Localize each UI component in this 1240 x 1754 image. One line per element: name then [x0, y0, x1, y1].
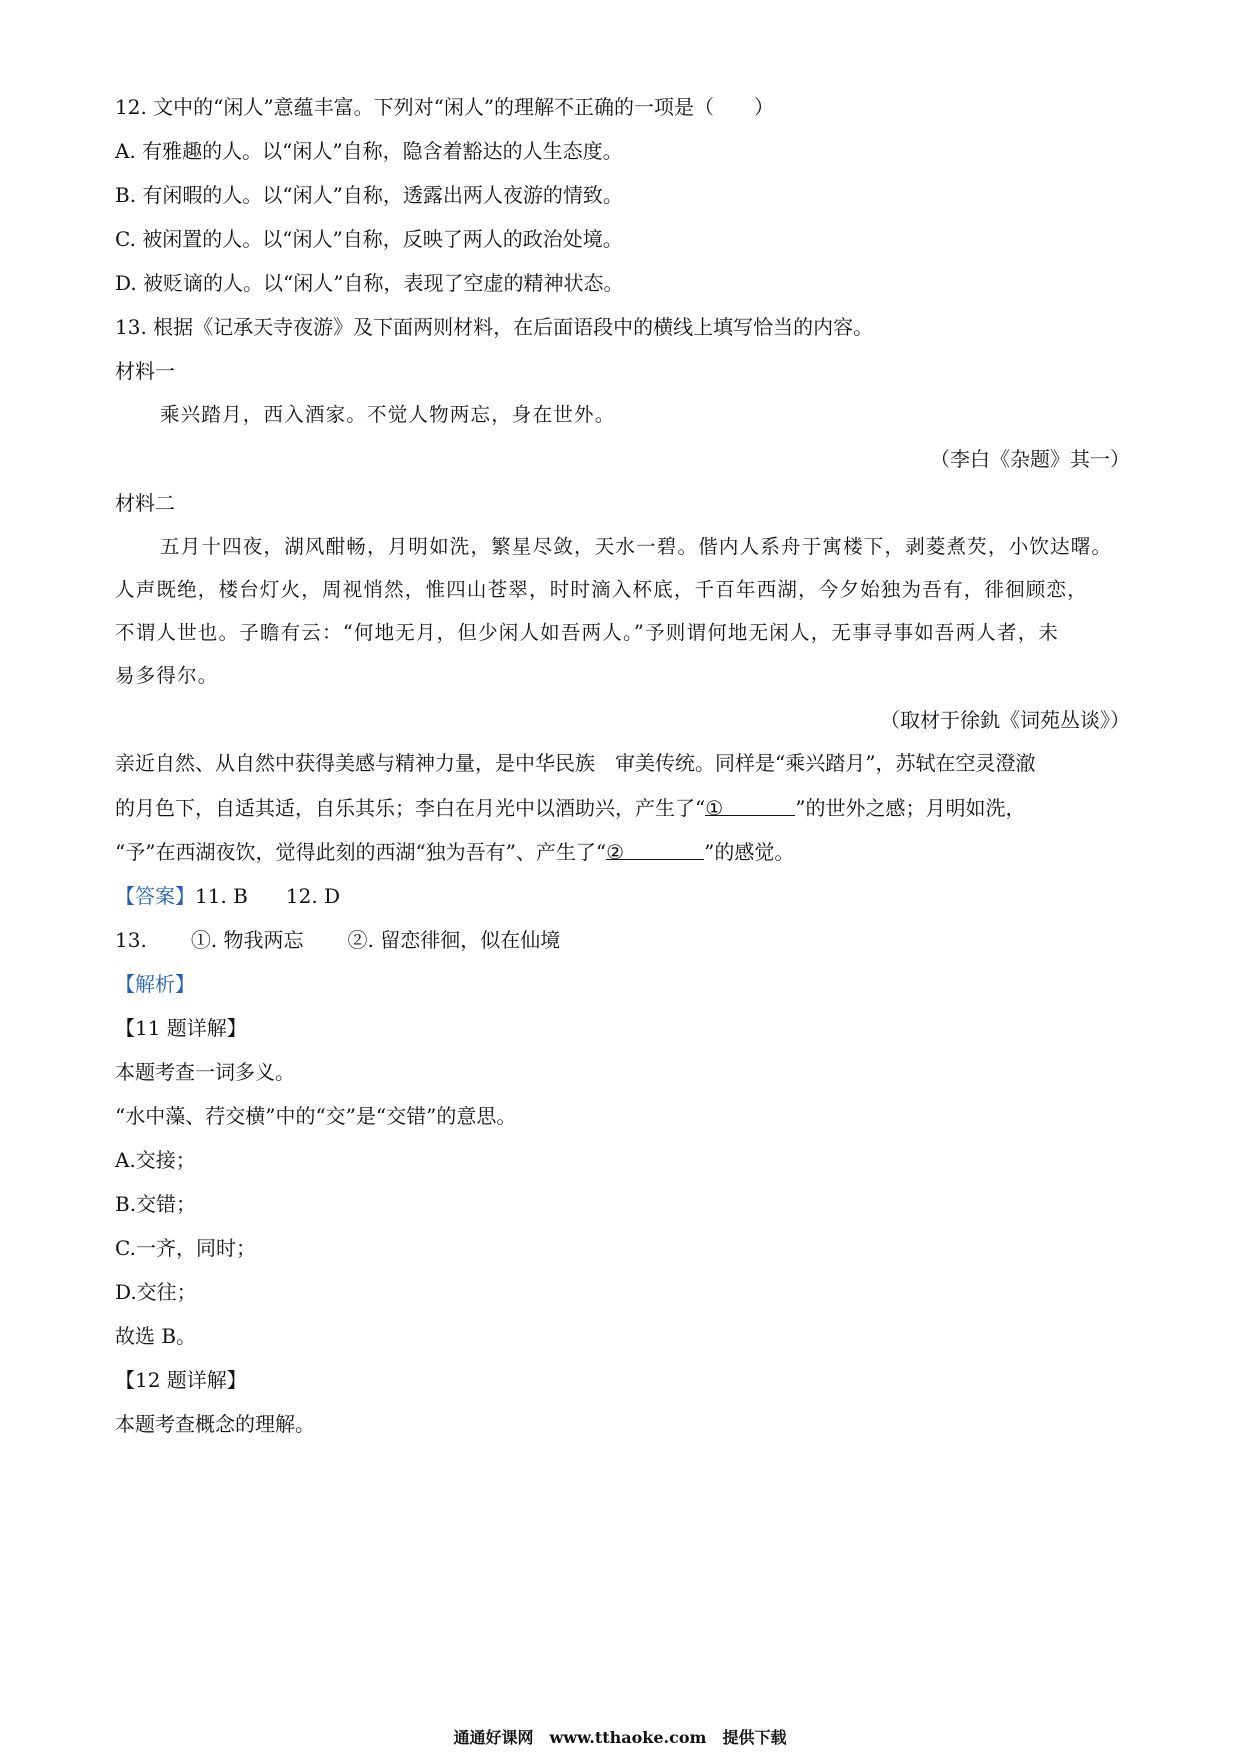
analysis-label: 【解析】 [115, 972, 195, 996]
q12-option-a: A. 有雅趣的人。以“闲人”自称，隐含着豁达的人生态度。 [115, 139, 623, 163]
q11-detail-line: C.一齐，同时； [115, 1236, 256, 1260]
answer-11: 11. B [195, 884, 248, 908]
q12-detail-line: 本题考查概念的理解。 [115, 1412, 315, 1436]
q12-option-d: D. 被贬谪的人。以“闲人”自称，表现了空虚的精神状态。 [115, 271, 624, 295]
q11-detail-line: “水中藻、荇交横”中的“交”是“交错”的意思。 [115, 1104, 517, 1128]
passage-text: ”的世外之感；月明如洗， [795, 796, 1026, 820]
material2-source: （取材于徐釚《词苑丛谈》） [880, 708, 1130, 732]
answer-row [115, 881, 340, 911]
answer-13-number: 13. [115, 928, 147, 952]
answer-13-b: ②. 留恋徘徊，似在仙境 [347, 928, 561, 952]
material2-line: 不谓人世也。子瞻有云：“何地无月，但少闲人如吾两人。”予则谓何地无闲人，无事寻事如吾两人者，未 [115, 621, 1060, 644]
blank-number: ② [606, 840, 625, 864]
blank-number: ① [705, 796, 724, 820]
material1-source: （李白《杂题》其一） [930, 447, 1130, 471]
answer-label: 【答案】 [115, 884, 195, 908]
q11-detail-line: 本题考查一词多义。 [115, 1060, 295, 1084]
material1-text: 乘兴踏月，西入酒家。不觉人物两忘，身在世外。 [160, 403, 616, 426]
passage-line [115, 837, 794, 867]
q11-detail-heading: 【11 题详解】 [115, 1016, 247, 1040]
answer-blank-1 [705, 793, 795, 820]
q11-detail-line: B.交错； [115, 1192, 197, 1216]
q11-detail-line: A.交接； [115, 1148, 196, 1172]
passage-text: ”的感觉。 [704, 840, 795, 864]
material2-line: 易多得尔。 [115, 664, 219, 687]
page-footer: 通通好课网 www.tthaoke.com 提供下载 [453, 1728, 787, 1747]
q12-stem: 12. 文中的“闲人”意蕴丰富。下列对“闲人”的理解不正确的一项是（ ） [115, 95, 775, 119]
answer-12: 12. D [285, 884, 341, 908]
q11-detail-line: D.交往； [115, 1280, 197, 1304]
answer-13-a: ①. 物我两忘 [190, 928, 304, 952]
answer-blank-2 [606, 837, 704, 864]
passage-text: “予”在西湖夜饮，觉得此刻的西湖“独为吾有”、产生了“ [115, 840, 607, 864]
material1-label: 材料一 [115, 359, 175, 383]
q13-stem: 13. 根据《记承天寺夜游》及下面两则材料，在后面语段中的横线上填写恰当的内容。 [115, 315, 874, 339]
passage-line: 亲近自然、从自然中获得美感与精神力量，是中华民族 审美传统。同样是“乘兴踏月”，苏轼在空灵澄澈 [115, 751, 1036, 775]
passage-text: 的月色下，自适其适，自乐其乐；李白在月光中以酒助兴，产生了“ [115, 796, 706, 820]
q11-detail-line: 故选 B。 [115, 1324, 197, 1348]
q12-option-b: B. 有闲暇的人。以“闲人”自称，透露出两人夜游的情致。 [115, 183, 623, 207]
passage-line [115, 793, 1025, 823]
q12-option-c: C. 被闲置的人。以“闲人”自称，反映了两人的政治处境。 [115, 227, 623, 251]
answer-13-row [115, 925, 560, 955]
material2-line: 人声既绝，楼台灯火，周视悄然，惟四山苍翠，时时滴入杯底，千百年西湖，今夕始独为吾有，徘徊顾恋， [115, 578, 1088, 601]
q12-detail-heading: 【12 题详解】 [115, 1368, 247, 1392]
material2-label: 材料二 [115, 491, 175, 515]
material2-line: 五月十四夜，湖风酣畅，月明如洗，繁星尽敛，天水一碧。偕内人系舟于寓楼下，剥菱煮芡，小饮达曙。 [160, 535, 1113, 558]
